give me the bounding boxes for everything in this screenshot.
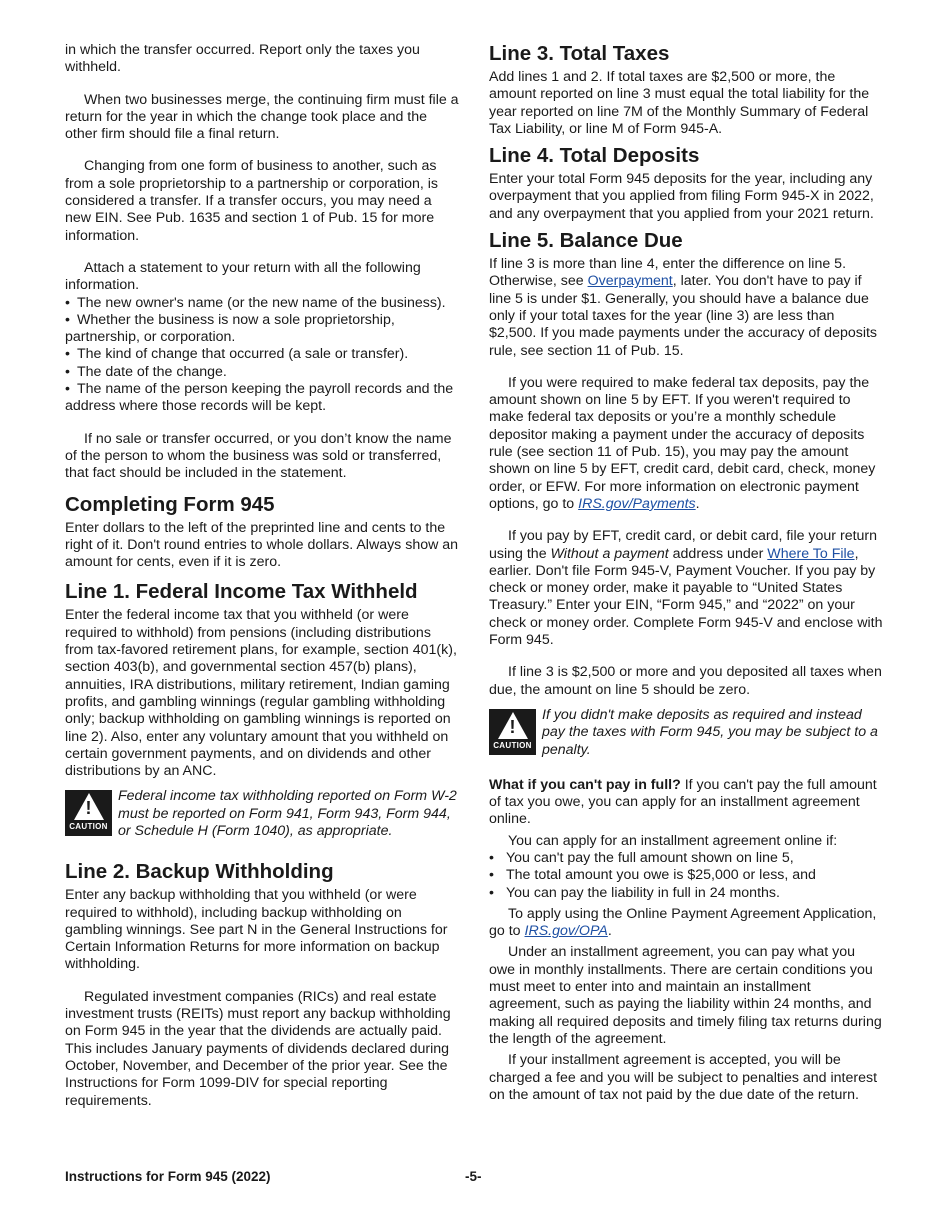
paragraph: Enter your total Form 945 deposits for the year, including any overpayment that you applied from filing Form 945-X in 2022, and any overpayment that you applied from your 2021 return. [489, 171, 874, 222]
caution-text: If you didn't make deposits as required and instead pay the taxes with Form 945, you may be subject to a penalty. [542, 706, 878, 758]
paragraph: Enter dollars to the left of the preprinted line and cents to the right of it. Don't round entries to whole dollars. Always show an amount for cents, even if it is zero. [65, 519, 459, 571]
irs-opa-link[interactable]: IRS.gov/OPA [524, 923, 608, 940]
installment-conditions [489, 833, 884, 902]
heading-line-4: Line 4. Total Deposits [489, 144, 700, 168]
list-item: • The new owner's name (or the new name of the business). [65, 295, 460, 312]
paragraph: Changing from one form of business to another, such as from a sole proprietorship to a partnership or corporation, is considered a transfer. If a transfer occurs, you may need a new EIN. See Pub. 1635 and section 1 of Pub. 15 for more information. [65, 158, 438, 244]
heading-line-5: Line 5. Balance Due [489, 229, 683, 253]
paragraph: Attach a statement to your return with all the following information. [65, 259, 421, 294]
paragraph: What if you can't pay in full? If you can't pay the full amount of tax you owe, you can apply for an installment agreement online. [489, 776, 877, 828]
heading-line-1: Line 1. Federal Income Tax Withheld [65, 580, 418, 604]
list-item: • You can pay the liability in full in 24 months. [489, 885, 884, 902]
attach-statement-block [65, 260, 460, 416]
heading-completing-form-945: Completing Form 945 [65, 492, 275, 516]
caution-note [65, 788, 460, 840]
list-item: • You can't pay the full amount shown on line 5, [489, 850, 884, 867]
page-number: -5- [465, 1169, 482, 1184]
caution-icon: ! CAUTION [65, 790, 112, 836]
left-column [65, 42, 460, 1125]
heading-line-2: Line 2. Backup Withholding [65, 860, 334, 884]
page-footer [65, 1168, 885, 1186]
caution-icon: ! CAUTION [489, 709, 536, 755]
where-to-file-link[interactable]: Where To File [767, 545, 855, 562]
paragraph: You can apply for an installment agreement online if: [508, 832, 838, 849]
paragraph: Add lines 1 and 2. If total taxes are $2,500 or more, the amount reported on line 3 must equal the total liability for the year reported on line 7M of the Monthly Summary of Federal Tax Liability, or line M of Form 945-A. [489, 69, 870, 137]
paragraph: If no sale or transfer occurred, or you don’t know the name of the person to whom the business was sold or transferred, that fact should be included in the statement. [65, 430, 452, 482]
list-item: • Whether the business is now a sole proprietorship, partnership, or corporation. [65, 312, 460, 347]
paragraph: If you were required to make federal tax deposits, pay the amount shown on line 5 by EFT. If you weren't required to make federal tax deposits or you’re a monthly schedule depositor making a payment under the accuracy of deposits rule (see section 11 of Pub. 15), you may pay the amount shown on line 5 by EFT, credit card, debit card, check, money order, or EFW. For more information on electronic payment options, go to IRS.gov/Payments. [489, 374, 876, 512]
overpayment-link[interactable]: Overpayment [587, 273, 673, 290]
paragraph: To apply using the Online Payment Agreement Application, go to IRS.gov/OPA. [489, 905, 877, 940]
paragraph: Regulated investment companies (RICs) and real estate investment trusts (REITs) must report any backup withholding on Form 945 in the year that the dividends are actually paid. This includes January payments of dividends declared during October, November, and December of the prior year. See the Instructions for Form 1099-DIV for special reporting requirements. [65, 988, 451, 1109]
paragraph: If line 3 is $2,500 or more and you deposited all taxes when due, the amount on line 5 should be zero. [489, 664, 882, 698]
paragraph: Under an installment agreement, you can pay what you owe in monthly installments. There are certain conditions you must meet to enter into and maintain an installment agreement, such as paying the liability within 24 months, and making all required deposits and timely filing tax returns during the length of the agreement. [489, 944, 882, 1047]
right-column [489, 42, 884, 1108]
irs-payments-link[interactable]: IRS.gov/Payments [578, 495, 696, 512]
paragraph: When two businesses merge, the continuing firm must file a return for the year in which the change took place and the other firm should file a final return. [65, 91, 459, 143]
paragraph: If line 3 is more than line 4, enter the difference on line 5. Otherwise, see Overpayment, later. You don't have to pay if line 5 is under $1. Generally, you should have a balance due only if your total taxes for the year (line 3) are less than $2,500. If you made payments under the accuracy of deposits rule, see section 11 of Pub. 15. [489, 256, 878, 359]
list-item: • The name of the person keeping the payroll records and the address where those records will be kept. [65, 381, 460, 416]
heading-line-3: Line 3. Total Taxes [489, 42, 670, 65]
list-item: • The date of the change. [65, 364, 460, 381]
caution-note [489, 707, 884, 759]
list-item: • The total amount you owe is $25,000 or less, and [489, 867, 884, 884]
paragraph: Enter the federal income tax that you withheld (or were required to withhold) from pensions (including distributions from tax-favored retirement plans, for example, section 401(k), section 403(b), and governmental section 457(b) plans), annuities, IRA distributions, military retirement, Indian gaming profits, and gambling winnings (regular gambling withholding only; backup withholding on gambling winnings is reported on line 2). Also, enter any voluntary amount that you withheld on certain government payments, and on dividends and other distributions by an ANC. [65, 607, 457, 780]
paragraph: Enter any backup withholding that you withheld (or were required to withhold), including backup withholding on gambling winnings. See part N in the General Instructions for Certain Information Returns for more information on backup withholding. [65, 887, 448, 973]
footer-title: Instructions for Form 945 (2022) [65, 1169, 271, 1184]
paragraph: If your installment agreement is accepted, you will be charged a fee and you will be subject to penalties and interest on the amount of tax not paid by the due date of the return. [489, 1052, 878, 1103]
caution-text: Federal income tax withholding reported on Form W-2 must be reported on Form 941, Form 943, Form 944, or Schedule H (Form 1040), as appropriate. [118, 788, 457, 839]
list-item: • The kind of change that occurred (a sale or transfer). [65, 346, 460, 363]
paragraph: If you pay by EFT, credit card, or debit card, file your return using the Without a payment address under Where To File, earlier. Don't file Form 945-V, Payment Voucher. If you pay by check or money order, make it payable to “United States Treasury.” Enter your EIN, “Form 945,” and “2022” on your check or money order. Complete Form 945-V and enclose with Form 945. [489, 528, 883, 649]
paragraph: in which the transfer occurred. Report only the taxes you withheld. [65, 42, 420, 76]
